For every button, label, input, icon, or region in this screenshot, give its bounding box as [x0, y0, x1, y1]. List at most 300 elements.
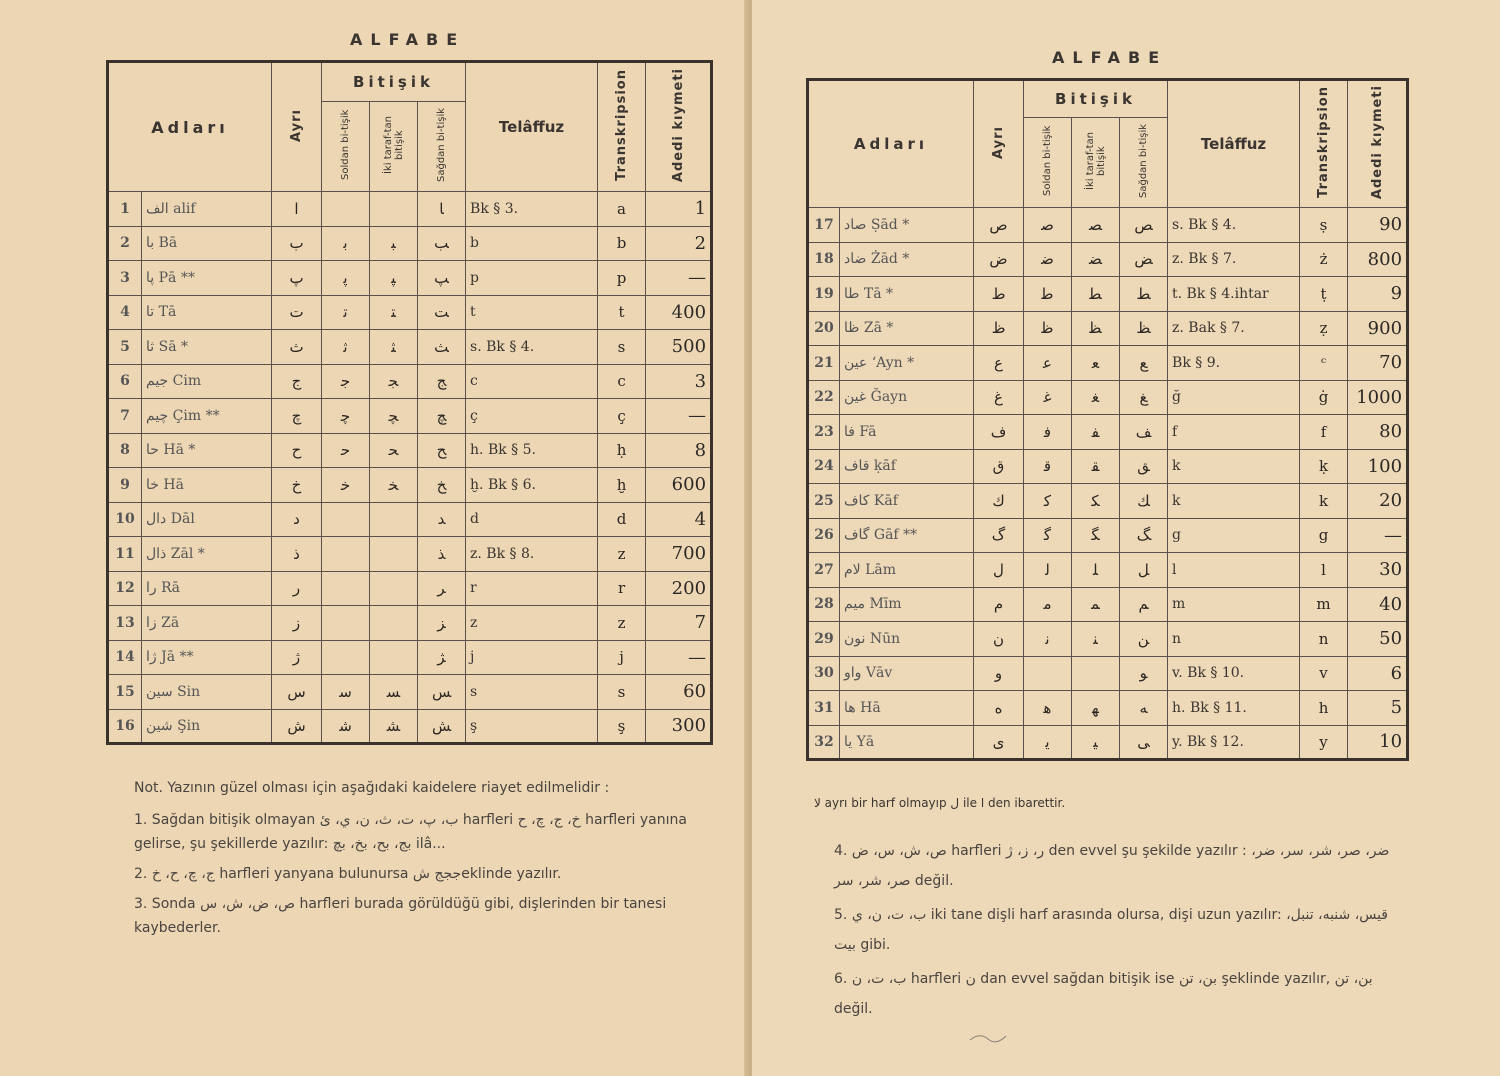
letter-final: ﺞ: [418, 364, 466, 399]
letter-initial: [1024, 656, 1072, 691]
letter-medial: [370, 606, 418, 641]
letter-medial: [1072, 656, 1120, 691]
note-1: 1. Sağdan bitişik olmayan ب، پ، ت، ث، ن، ي، ئ harfleri خ، ج، چ، ح harfleri yanına gelirse, şu şekillerde yazılır: بج، بح، بخ، بچ ilâ...: [134, 812, 687, 852]
table-row: [808, 449, 1408, 484]
right-page-title: ALFABE: [1052, 48, 1168, 67]
numeric-value: 5: [1348, 691, 1408, 726]
transcription: n: [1300, 622, 1348, 657]
table-row: [108, 502, 712, 537]
header-sagdan: [1120, 118, 1168, 208]
row-number: 6: [108, 364, 142, 399]
table-row: [108, 192, 712, 227]
letter-name: تا Tā: [142, 295, 272, 330]
letter-initial: ﻗ: [1024, 449, 1072, 484]
letter-isolated: ك: [974, 484, 1024, 519]
letter-isolated: ل: [974, 553, 1024, 588]
letter-isolated: ث: [272, 330, 322, 365]
pronunciation: h. Bk § 5.: [466, 433, 598, 468]
transcription: a: [598, 192, 646, 227]
letter-medial: ﻘ: [1072, 449, 1120, 484]
letter-final: ﻦ: [1120, 622, 1168, 657]
transcription: f: [1300, 415, 1348, 450]
letter-initial: ﺣ: [322, 433, 370, 468]
table-row: [108, 468, 712, 503]
pronunciation: ş: [466, 709, 598, 744]
letter-final: ﻢ: [1120, 587, 1168, 622]
letter-medial: [370, 640, 418, 675]
transcription: ẓ: [1300, 311, 1348, 346]
pronunciation: t: [466, 295, 598, 330]
letter-initial: ﺑ: [322, 226, 370, 261]
letter-final: ﻮ: [1120, 656, 1168, 691]
numeric-value: 6: [1348, 656, 1408, 691]
letter-name: ذال Zāl *: [142, 537, 272, 572]
letter-final: ﺰ: [418, 606, 466, 641]
numeric-value: 1: [646, 192, 712, 227]
letter-isolated: ى: [974, 725, 1024, 760]
header-iki-label: İki taraf-tan bitişik: [382, 115, 405, 174]
transcription: c: [598, 364, 646, 399]
numeric-value: 10: [1348, 725, 1408, 760]
letter-initial: ﺧ: [322, 468, 370, 503]
table-row: [808, 415, 1408, 450]
letter-medial: [370, 502, 418, 537]
letter-name: حا Hā *: [142, 433, 272, 468]
letter-medial: [370, 192, 418, 227]
letter-medial: ﺴ: [370, 675, 418, 710]
transcription: ṭ: [1300, 277, 1348, 312]
row-number: 7: [108, 399, 142, 434]
table-row: [108, 675, 712, 710]
numeric-value: 3: [646, 364, 712, 399]
transcription: g: [1300, 518, 1348, 553]
row-number: 18: [808, 242, 840, 277]
row-number: 17: [808, 208, 840, 243]
pronunciation: z: [466, 606, 598, 641]
transcription: h: [1300, 691, 1348, 726]
letter-final: ﻚ: [1120, 484, 1168, 519]
row-number: 15: [108, 675, 142, 710]
header-sagdan-label: Sağdan bi-tişik: [1138, 123, 1150, 198]
letter-medial: ﺒ: [370, 226, 418, 261]
letter-name: ژا Jā **: [142, 640, 272, 675]
letter-final: ﺬ: [418, 537, 466, 572]
letter-isolated: ح: [272, 433, 322, 468]
table-row: [108, 330, 712, 365]
pronunciation: z. Bk § 7.: [1168, 242, 1300, 277]
transcription: y: [1300, 725, 1348, 760]
letter-final: ﻒ: [1120, 415, 1168, 450]
right-alphabet-table: [806, 78, 1409, 761]
pronunciation: h. Bk § 11.: [1168, 691, 1300, 726]
letter-initial: ﭘ: [322, 261, 370, 296]
letter-initial: [322, 606, 370, 641]
letter-final: ﺖ: [418, 295, 466, 330]
note-5: 5. ب، ت، ن، ي iki tane dişli harf arasında olursa, dişi uzun yazılır: قيس، شنبه، تنبل، بيت gibi.: [834, 907, 1388, 953]
letter-final: ﻆ: [1120, 311, 1168, 346]
row-number: 25: [808, 484, 840, 519]
numeric-value: —: [646, 261, 712, 296]
right-page: [752, 0, 1500, 1076]
letter-isolated: ض: [974, 242, 1024, 277]
row-number: 10: [108, 502, 142, 537]
letter-isolated: ت: [272, 295, 322, 330]
letter-final: ﻖ: [1120, 449, 1168, 484]
table-row: [108, 433, 712, 468]
pronunciation: ḫ. Bk § 6.: [466, 468, 598, 503]
numeric-value: 100: [1348, 449, 1408, 484]
letter-isolated: ا: [272, 192, 322, 227]
row-number: 11: [108, 537, 142, 572]
row-number: 26: [808, 518, 840, 553]
pronunciation: z. Bak § 7.: [1168, 311, 1300, 346]
header-ayri-label: Ayrı: [289, 108, 304, 142]
letter-isolated: ق: [974, 449, 1024, 484]
table-row: [108, 261, 712, 296]
table-row: [808, 518, 1408, 553]
letter-isolated: ع: [974, 346, 1024, 381]
letter-name: سين Sin: [142, 675, 272, 710]
letter-isolated: ذ: [272, 537, 322, 572]
letter-isolated: گ: [974, 518, 1024, 553]
pronunciation: d: [466, 502, 598, 537]
header-bitisik: Bitişik: [1024, 80, 1168, 118]
row-number: 30: [808, 656, 840, 691]
letter-medial: ﻐ: [1072, 380, 1120, 415]
left-alphabet-table: [106, 60, 713, 745]
pronunciation: b: [466, 226, 598, 261]
numeric-value: 200: [646, 571, 712, 606]
numeric-value: —: [646, 399, 712, 434]
transcription: z: [598, 606, 646, 641]
transcription: ḥ: [598, 433, 646, 468]
transcription: l: [1300, 553, 1348, 588]
letter-medial: ﻌ: [1072, 346, 1120, 381]
header-adedi: [646, 62, 712, 192]
letter-name: ها Hā: [840, 691, 974, 726]
letter-medial: ﻔ: [1072, 415, 1120, 450]
header-sagdan-label: Sağdan bi-tişik: [436, 107, 448, 182]
table-row: [108, 709, 712, 744]
numeric-value: 60: [646, 675, 712, 710]
pronunciation: s. Bk § 4.: [466, 330, 598, 365]
transcription: p: [598, 261, 646, 296]
numeric-value: 8: [646, 433, 712, 468]
letter-initial: [322, 537, 370, 572]
letter-isolated: پ: [272, 261, 322, 296]
header-adedi-label: Adedi kıymeti: [670, 67, 686, 183]
letter-final: ﺲ: [418, 675, 466, 710]
transcription: ż: [1300, 242, 1348, 277]
letter-initial: ﺛ: [322, 330, 370, 365]
numeric-value: 2: [646, 226, 712, 261]
letter-medial: ﺸ: [370, 709, 418, 744]
pronunciation: f: [1168, 415, 1300, 450]
letter-medial: ﺤ: [370, 433, 418, 468]
pronunciation: s. Bk § 4.: [1168, 208, 1300, 243]
letter-name: پا Pā **: [142, 261, 272, 296]
table-row: [108, 226, 712, 261]
left-notes: [108, 776, 698, 940]
pronunciation: k: [1168, 449, 1300, 484]
letter-isolated: خ: [272, 468, 322, 503]
letter-medial: ﻴ: [1072, 725, 1120, 760]
pronunciation: l: [1168, 553, 1300, 588]
pronunciation: r: [466, 571, 598, 606]
letter-name: غين Ğayn: [840, 380, 974, 415]
pronunciation: c: [466, 364, 598, 399]
letter-name: لام Lām: [840, 553, 974, 588]
letter-initial: ﻳ: [1024, 725, 1072, 760]
table-row: [808, 587, 1408, 622]
left-table-body: [108, 192, 712, 744]
letter-initial: ﺟ: [322, 364, 370, 399]
letter-final: ﻪ: [1120, 691, 1168, 726]
numeric-value: 700: [646, 537, 712, 572]
letter-name: ميم Mīm: [840, 587, 974, 622]
table-row: [808, 622, 1408, 657]
letter-isolated: ب: [272, 226, 322, 261]
transcription: ġ: [1300, 380, 1348, 415]
letter-medial: ﺘ: [370, 295, 418, 330]
header-transkripsion: [598, 62, 646, 192]
numeric-value: 40: [1348, 587, 1408, 622]
transcription: r: [598, 571, 646, 606]
pronunciation: z. Bk § 8.: [466, 537, 598, 572]
header-bitisik: Bitişik: [322, 62, 466, 102]
row-number: 27: [808, 553, 840, 588]
table-row: [808, 208, 1408, 243]
row-number: 28: [808, 587, 840, 622]
letter-isolated: چ: [272, 399, 322, 434]
table-row: [108, 640, 712, 675]
letter-name: عين ‘Ayn *: [840, 346, 974, 381]
letter-medial: ﻀ: [1072, 242, 1120, 277]
letter-isolated: ژ: [272, 640, 322, 675]
transcription: ḳ: [1300, 449, 1348, 484]
letter-name: دال Dāl: [142, 502, 272, 537]
numeric-value: 7: [646, 606, 712, 641]
transcription: j: [598, 640, 646, 675]
letter-name: واو Vāv: [840, 656, 974, 691]
letter-isolated: و: [974, 656, 1024, 691]
numeric-value: 30: [1348, 553, 1408, 588]
note-6: 6. ب، ت، ن harfleri ن dan evvel sağdan bitişik ise بن، تن şeklinde yazılır, بن، تن değil.: [834, 971, 1373, 1017]
table-row: [108, 606, 712, 641]
letter-initial: ﺻ: [1024, 208, 1072, 243]
row-number: 14: [108, 640, 142, 675]
pronunciation: p: [466, 261, 598, 296]
pencil-mark: [968, 1030, 1008, 1046]
letter-name: شين Şin: [142, 709, 272, 744]
transcription: k: [1300, 484, 1348, 519]
header-transkripsion: [1300, 80, 1348, 208]
letter-name: جيم Cim: [142, 364, 272, 399]
pronunciation: Bk § 9.: [1168, 346, 1300, 381]
letter-name: يا Yā: [840, 725, 974, 760]
pronunciation: s: [466, 675, 598, 710]
row-number: 32: [808, 725, 840, 760]
letter-final: ﻰ: [1120, 725, 1168, 760]
table-row: [108, 399, 712, 434]
note-2: 2. ج، چ، ح، خ harfleri yanyana bulunursa ججج شeklinde yazılır.: [134, 866, 562, 882]
letter-medial: ﭽ: [370, 399, 418, 434]
letter-isolated: غ: [974, 380, 1024, 415]
row-number: 21: [808, 346, 840, 381]
row-number: 22: [808, 380, 840, 415]
row-number: 31: [808, 691, 840, 726]
letter-initial: ﺗ: [322, 295, 370, 330]
letter-name: با Bā: [142, 226, 272, 261]
pronunciation: j: [466, 640, 598, 675]
letter-final: ﺮ: [418, 571, 466, 606]
numeric-value: 1000: [1348, 380, 1408, 415]
letter-final: ﮋ: [418, 640, 466, 675]
letter-final: ﮓ: [1120, 518, 1168, 553]
letter-initial: ﭼ: [322, 399, 370, 434]
letter-medial: ﺼ: [1072, 208, 1120, 243]
header-names: Adları: [108, 62, 272, 192]
letter-medial: ﻠ: [1072, 553, 1120, 588]
pronunciation: t. Bk § 4.ihtar: [1168, 277, 1300, 312]
row-number: 3: [108, 261, 142, 296]
letter-isolated: د: [272, 502, 322, 537]
note-4: 4. ص، ش، س، ض harfleri ر، ز، ژ den evvel şu şekilde yazılır : ضر، صر، شر، سر، ضر، صر، شر، سر değil.: [834, 843, 1390, 889]
table-row: [108, 295, 712, 330]
header-adedi-label: Adedi kıymeti: [1369, 84, 1385, 200]
letter-initial: [322, 502, 370, 537]
header-soldan-label: Soldan bi-tişik: [1042, 125, 1053, 196]
letter-final: ﺪ: [418, 502, 466, 537]
table-row: [108, 364, 712, 399]
letter-final: ﺢ: [418, 433, 466, 468]
letter-final: ﺐ: [418, 226, 466, 261]
letter-isolated: ر: [272, 571, 322, 606]
letter-final: ﻎ: [1120, 380, 1168, 415]
header-ayri: [974, 80, 1024, 208]
transcription: ᶜ: [1300, 346, 1348, 381]
letter-medial: ﻄ: [1072, 277, 1120, 312]
row-number: 24: [808, 449, 840, 484]
header-transkripsion-label: Transkripsion: [614, 69, 630, 181]
pronunciation: n: [1168, 622, 1300, 657]
row-number: 9: [108, 468, 142, 503]
header-soldan: [322, 102, 370, 192]
letter-medial: ﻜ: [1072, 484, 1120, 519]
table-row: [108, 537, 712, 572]
letter-name: الف alif: [142, 192, 272, 227]
letter-medial: ﺨ: [370, 468, 418, 503]
numeric-value: 80: [1348, 415, 1408, 450]
letter-isolated: ظ: [974, 311, 1024, 346]
transcription: t: [598, 295, 646, 330]
numeric-value: —: [646, 640, 712, 675]
right-footnote: لا ayrı bir harf olmayıp ل ile ا den ibarettir.: [814, 796, 1066, 810]
table-row: [808, 346, 1408, 381]
pronunciation: ğ: [1168, 380, 1300, 415]
numeric-value: 90: [1348, 208, 1408, 243]
letter-isolated: ط: [974, 277, 1024, 312]
table-row: [108, 571, 712, 606]
pronunciation: g: [1168, 518, 1300, 553]
row-number: 1: [108, 192, 142, 227]
letter-medial: ﻈ: [1072, 311, 1120, 346]
letter-final: ﻊ: [1120, 346, 1168, 381]
right-table-body: [808, 208, 1408, 760]
letter-initial: ﺷ: [322, 709, 370, 744]
row-number: 4: [108, 295, 142, 330]
letter-medial: [370, 537, 418, 572]
numeric-value: 70: [1348, 346, 1408, 381]
letter-medial: ﭙ: [370, 261, 418, 296]
left-page: [0, 0, 748, 1076]
numeric-value: 4: [646, 502, 712, 537]
letter-final: ﺦ: [418, 468, 466, 503]
header-adedi: [1348, 80, 1408, 208]
header-soldan-label: Soldan bi-tişik: [340, 109, 351, 180]
table-row: [808, 277, 1408, 312]
letter-name: را Rā: [142, 571, 272, 606]
letter-isolated: ه: [974, 691, 1024, 726]
row-number: 16: [108, 709, 142, 744]
letter-name: طا Tā *: [840, 277, 974, 312]
transcription: s: [598, 675, 646, 710]
row-number: 20: [808, 311, 840, 346]
letter-isolated: م: [974, 587, 1024, 622]
letter-initial: ﻧ: [1024, 622, 1072, 657]
transcription: ḫ: [598, 468, 646, 503]
note-intro: Not. Yazının güzel olması için aşağıdaki kaidelere riayet edilmelidir :: [134, 780, 610, 796]
transcription: ç: [598, 399, 646, 434]
letter-medial: ﻬ: [1072, 691, 1120, 726]
letter-name: ظا Zā *: [840, 311, 974, 346]
letter-name: قاف ḳāf: [840, 449, 974, 484]
letter-isolated: س: [272, 675, 322, 710]
letter-initial: ﻣ: [1024, 587, 1072, 622]
letter-medial: ﻤ: [1072, 587, 1120, 622]
header-soldan: [1024, 118, 1072, 208]
transcription: z: [598, 537, 646, 572]
letter-initial: ﻇ: [1024, 311, 1072, 346]
transcription: ş: [598, 709, 646, 744]
header-telaffuz: Telâffuz: [1168, 80, 1300, 208]
letter-isolated: ص: [974, 208, 1024, 243]
numeric-value: 600: [646, 468, 712, 503]
right-notes: [808, 836, 1398, 1024]
letter-initial: ﻫ: [1024, 691, 1072, 726]
letter-medial: [370, 571, 418, 606]
letter-isolated: ف: [974, 415, 1024, 450]
letter-name: گاف Gāf **: [840, 518, 974, 553]
transcription: m: [1300, 587, 1348, 622]
numeric-value: 9: [1348, 277, 1408, 312]
letter-final: ﭻ: [418, 399, 466, 434]
header-telaffuz: Telâffuz: [466, 62, 598, 192]
numeric-value: 300: [646, 709, 712, 744]
letter-final: ﺎ: [418, 192, 466, 227]
pronunciation: k: [1168, 484, 1300, 519]
numeric-value: 50: [1348, 622, 1408, 657]
letter-final: ﻂ: [1120, 277, 1168, 312]
header-iki-label: İki taraf-tan bitişik: [1084, 131, 1107, 190]
letter-initial: [322, 192, 370, 227]
table-row: [808, 380, 1408, 415]
numeric-value: —: [1348, 518, 1408, 553]
pronunciation: Bk § 3.: [466, 192, 598, 227]
letter-final: ﭗ: [418, 261, 466, 296]
letter-initial: ﻓ: [1024, 415, 1072, 450]
letter-final: ﺶ: [418, 709, 466, 744]
